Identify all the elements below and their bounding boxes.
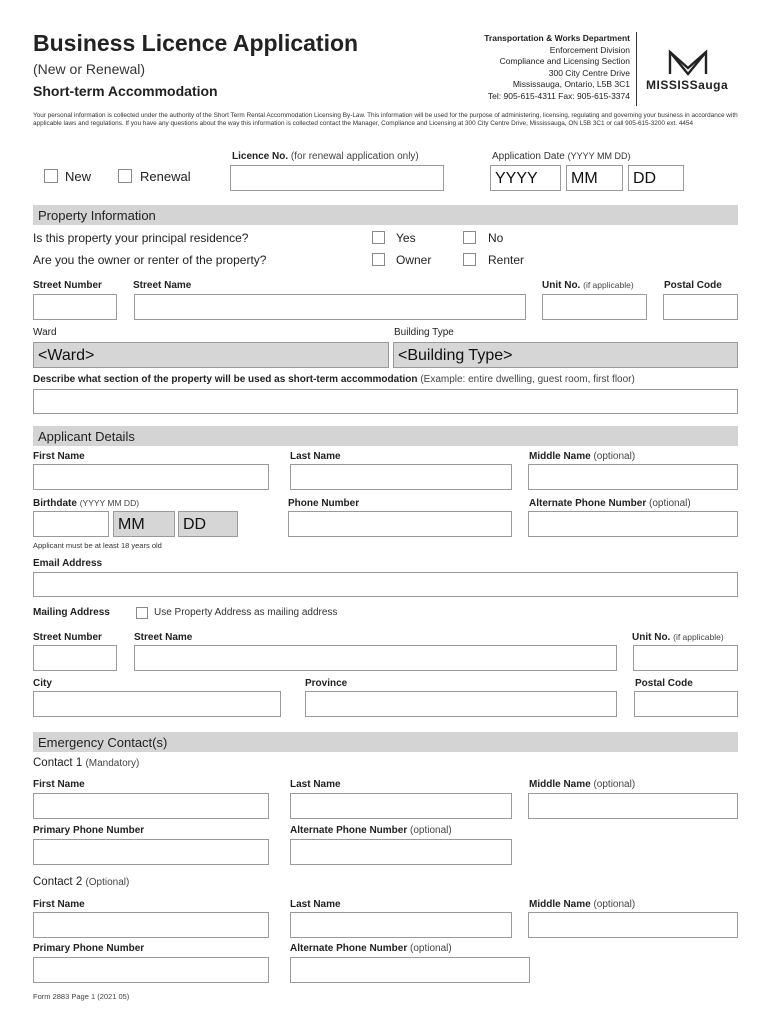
mailing-postal-code-field[interactable]: [634, 691, 738, 717]
contact2-note: (Optional): [85, 877, 130, 888]
contact2-middle-name-note: (optional): [593, 899, 636, 910]
contact2-alt-phone-field[interactable]: [290, 957, 530, 983]
mississauga-logo: [644, 46, 734, 96]
birth-year-field[interactable]: [33, 511, 109, 537]
principal-yes-label: Yes: [396, 231, 416, 245]
property-street-number-field[interactable]: [33, 294, 117, 320]
property-unit-no-field[interactable]: [542, 294, 647, 320]
describe-section-field[interactable]: [33, 389, 738, 414]
contact2-last-name-field[interactable]: [290, 912, 512, 938]
mailing-postal-code-label: Postal Code: [635, 678, 693, 689]
renewal-label: Renewal: [140, 169, 191, 184]
property-street-name-field[interactable]: [134, 294, 526, 320]
mailing-street-name-field[interactable]: [134, 645, 617, 671]
contact1-first-name-label: First Name: [33, 779, 85, 790]
use-property-address-checkbox[interactable]: [136, 607, 148, 619]
applicant-alt-phone-field[interactable]: [528, 511, 738, 537]
application-month-field[interactable]: [566, 165, 623, 191]
new-label: New: [65, 169, 92, 184]
birth-day-field[interactable]: [178, 511, 238, 537]
applicant-middle-name-text: Middle Name: [529, 451, 591, 462]
contact1-alt-phone-text: Alternate Phone Number: [290, 825, 408, 836]
contact1-first-name-field[interactable]: [33, 793, 269, 819]
contact2-alt-phone-note: (optional): [410, 943, 452, 954]
renter-checkbox[interactable]: [463, 253, 476, 266]
describe-section-text: Describe what section of the property will be used as short-term accommodation: [33, 374, 418, 385]
licence-no-field[interactable]: [230, 165, 444, 191]
owner-label: Owner: [396, 253, 432, 267]
contact1-alt-phone-note: (optional): [410, 825, 452, 836]
city-field[interactable]: [33, 691, 281, 717]
mailing-street-number-field[interactable]: [33, 645, 117, 671]
use-property-address-label: Use Property Address as mailing address: [154, 607, 338, 618]
mailing-address-label: Mailing Address: [33, 607, 110, 618]
contact2-primary-phone-field[interactable]: [33, 957, 269, 983]
contact-numbers: Tel: 905-615-4311 Fax: 905-615-3374: [487, 90, 630, 101]
contact1-middle-name-note: (optional): [593, 779, 636, 790]
property-unit-no-text: Unit No.: [542, 280, 581, 291]
owner-checkbox[interactable]: [372, 253, 385, 266]
application-date-label: [492, 151, 630, 162]
applicant-alt-phone-text: Alternate Phone Number: [529, 498, 647, 509]
applicant-middle-name-label: [529, 451, 635, 462]
application-date-note: (YYYY MM DD): [567, 151, 631, 161]
department-name: Transportation & Works Department: [484, 33, 630, 43]
property-unit-no-note: (if applicable): [583, 280, 634, 290]
applicant-first-name-field[interactable]: [33, 464, 269, 490]
contact1-text: Contact 1: [33, 757, 83, 769]
applicant-phone-field[interactable]: [288, 511, 512, 537]
property-postal-code-label: Postal Code: [664, 280, 722, 291]
applicant-phone-label: Phone Number: [288, 498, 360, 509]
applicant-alt-phone-note: (optional): [649, 498, 691, 509]
mailing-street-name-label: Street Name: [134, 632, 193, 643]
street-address: 300 City Centre Drive: [548, 67, 630, 78]
building-type-label: Building Type: [394, 327, 454, 338]
contact2-middle-name-label: [529, 899, 635, 910]
contact1-heading: [33, 757, 139, 769]
applicant-middle-name-note: (optional): [593, 451, 636, 462]
section-name: Compliance and Licensing Section: [499, 56, 630, 67]
birth-month-placeholder: MM: [118, 516, 145, 533]
contact1-alt-phone-field[interactable]: [290, 839, 512, 865]
contact2-middle-name-field[interactable]: [528, 912, 738, 938]
renewal-checkbox[interactable]: [118, 169, 132, 183]
contact2-first-name-label: First Name: [33, 899, 85, 910]
contact2-alt-phone-label: [290, 943, 452, 954]
contact1-primary-phone-label: Primary Phone Number: [33, 825, 145, 836]
mailing-street-number-label: Street Number: [33, 632, 102, 643]
property-unit-no-label: [542, 280, 634, 291]
property-street-number-label: Street Number: [33, 280, 102, 291]
describe-section-label: [33, 374, 635, 385]
form-subtitle: (New or Renewal): [33, 61, 146, 77]
form-footer: Form 2883 Page 1 (2021 05): [33, 992, 130, 1001]
principal-no-label: No: [488, 231, 504, 245]
email-label: Email Address: [33, 558, 103, 569]
year-placeholder: YYYY: [495, 170, 538, 187]
application-day-field[interactable]: [628, 165, 684, 191]
applicant-section-title: Applicant Details: [38, 429, 135, 444]
mailing-unit-no-field[interactable]: [633, 645, 738, 671]
birth-day-placeholder: DD: [183, 516, 207, 533]
ward-label: Ward: [33, 327, 57, 338]
property-postal-code-field[interactable]: [663, 294, 738, 320]
logo-wordmark: MISSISSauga: [646, 78, 729, 92]
contact1-middle-name-field[interactable]: [528, 793, 738, 819]
emergency-section-title: Emergency Contact(s): [38, 735, 168, 750]
applicant-last-name-label: Last Name: [290, 451, 341, 462]
month-placeholder: MM: [571, 170, 598, 187]
property-section-title: Property Information: [38, 208, 156, 223]
building-type-select[interactable]: [393, 342, 738, 368]
province-field[interactable]: [305, 691, 617, 717]
city-address: Mississauga, Ontario, L5B 3C1: [512, 79, 630, 90]
applicant-last-name-field[interactable]: [290, 464, 512, 490]
applicant-first-name-label: First Name: [33, 451, 85, 462]
contact2-alt-phone-text: Alternate Phone Number: [290, 943, 408, 954]
principal-residence-question: Is this property your principal residence?: [33, 231, 249, 245]
header-divider: [636, 32, 637, 106]
property-street-name-label: Street Name: [133, 280, 192, 291]
birthdate-label: [33, 498, 139, 509]
mailing-unit-no-note: (if applicable): [673, 632, 724, 642]
email-field[interactable]: [33, 572, 738, 597]
ward-value: <Ward>: [38, 347, 95, 364]
form-type: Short-term Accommodation: [33, 83, 218, 99]
contact2-last-name-label: Last Name: [290, 899, 341, 910]
birthdate-note: (YYYY MM DD): [79, 498, 140, 508]
contact2-middle-name-text: Middle Name: [529, 899, 591, 910]
day-placeholder: DD: [633, 170, 657, 187]
privacy-notice: Your personal information is collected under the authority of the Short Term Rental Accommodation Licensing By-Law. This information will be used for the purpose of administering, licensing, regulating and governing your business in accordance with applicable laws and regulations. If you have any questions about the way this information is collected contact the Manager, Compliance and Licensing at 300 City Centre Drive, Mississauga, ON L5B 3C1 or call 905-615-3200 ext. 4454: [33, 112, 738, 128]
licence-no-label: [232, 151, 419, 162]
form-title: Business Licence Application: [33, 30, 359, 56]
owner-renter-question: Are you the owner or renter of the property?: [33, 253, 267, 267]
age-requirement-note: Applicant must be at least 18 years old: [33, 541, 162, 550]
emergency-section-header: [33, 732, 738, 752]
describe-section-note: (Example: entire dwelling, guest room, first floor): [420, 374, 635, 385]
contact1-last-name-label: Last Name: [290, 779, 341, 790]
licence-no-text: Licence No.: [232, 151, 289, 162]
new-checkbox[interactable]: [44, 169, 58, 183]
contact1-note: (Mandatory): [85, 758, 140, 769]
mississauga-logo-icon: [644, 46, 734, 80]
division-name: Enforcement Division: [549, 44, 630, 55]
department-address: [484, 33, 630, 103]
principal-no-checkbox[interactable]: [463, 231, 476, 244]
birth-month-field[interactable]: [113, 511, 175, 537]
mailing-unit-no-label: [632, 632, 724, 643]
contact1-middle-name-text: Middle Name: [529, 779, 591, 790]
renter-label: Renter: [488, 253, 525, 267]
applicant-middle-name-field[interactable]: [528, 464, 738, 490]
contact1-middle-name-label: [529, 779, 635, 790]
applicant-section-header: [33, 426, 738, 446]
property-section-header: [33, 205, 738, 225]
applicant-alt-phone-label: [529, 498, 691, 509]
contact2-heading: [33, 876, 129, 888]
city-label: City: [33, 678, 52, 689]
contact2-text: Contact 2: [33, 876, 83, 888]
contact1-last-name-field[interactable]: [290, 793, 512, 819]
mailing-unit-no-text: Unit No.: [632, 632, 671, 643]
building-type-value: <Building Type>: [398, 347, 513, 364]
contact2-primary-phone-label: Primary Phone Number: [33, 943, 145, 954]
application-date-text: Application Date: [492, 151, 565, 162]
birthdate-text: Birthdate: [33, 498, 77, 509]
principal-yes-checkbox[interactable]: [372, 231, 385, 244]
ward-select[interactable]: [33, 342, 389, 368]
province-label: Province: [305, 678, 348, 689]
contact2-first-name-field[interactable]: [33, 912, 269, 938]
contact1-alt-phone-label: [290, 825, 452, 836]
contact1-primary-phone-field[interactable]: [33, 839, 269, 865]
licence-no-note: (for renewal application only): [290, 151, 419, 162]
application-year-field[interactable]: [490, 165, 561, 191]
